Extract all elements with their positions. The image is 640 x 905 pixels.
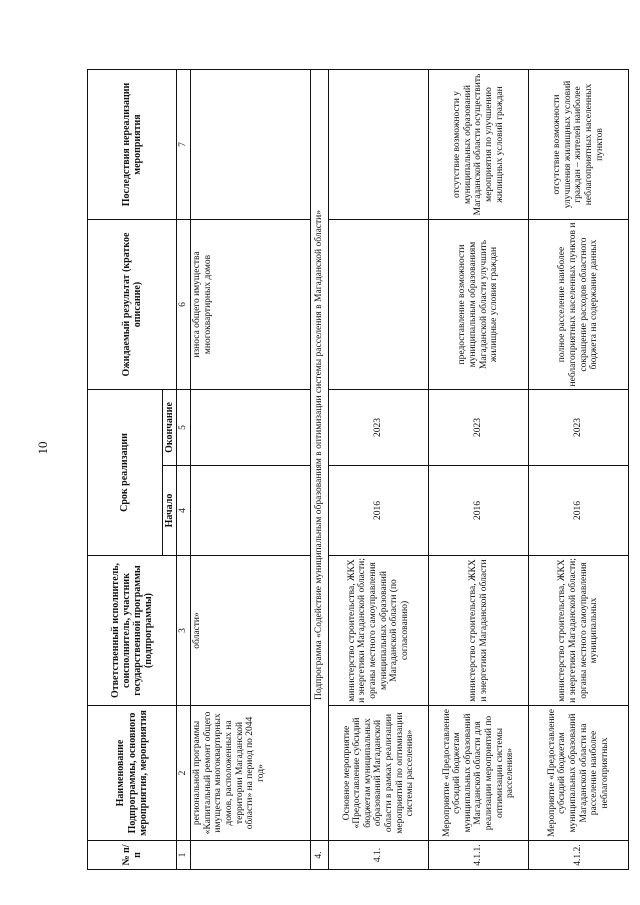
subprogram-row bbox=[311, 70, 329, 870]
subprogram-title: Подпрограмма «Содействие муниципальным образованиям в оптимизации системы расселения в Магаданской области» bbox=[311, 70, 329, 841]
table-row bbox=[429, 70, 529, 870]
cell-num bbox=[191, 841, 311, 870]
cell-result: предоставление возможности муниципальным образованиям Магаданской области улучшить жилищные условия граждан bbox=[429, 220, 529, 390]
column-number: 4 bbox=[177, 466, 191, 556]
column-number: 3 bbox=[177, 556, 191, 706]
cell-end: 2023 bbox=[429, 390, 529, 466]
column-number: 2 bbox=[177, 706, 191, 841]
header-result: Ожидаемый результат (краткое описание) bbox=[88, 220, 177, 390]
cell-name: Основное мероприятие «Предоставление субсидий бюджетам муниципальных образований Магаданской области в рамках реализации мероприятий по оптимизации системы расселения» bbox=[329, 706, 429, 841]
cell-result bbox=[329, 220, 429, 390]
header-end: Окончание bbox=[163, 390, 177, 466]
cell-consequences: отсутствие возможности улучшения жилищных условий граждан – жителей наиболее неблагоприятных населенных пунктов bbox=[529, 70, 629, 220]
cell-end: 2023 bbox=[329, 390, 429, 466]
cell-end bbox=[191, 390, 311, 466]
cell-consequences bbox=[329, 70, 429, 220]
cell-num: 4.1.1. bbox=[429, 841, 529, 870]
cell-end: 2023 bbox=[529, 390, 629, 466]
cell-result: износа общего имущества многоквартирных домов bbox=[191, 220, 311, 390]
cell-start: 2016 bbox=[429, 466, 529, 556]
column-number: 7 bbox=[177, 70, 191, 220]
rotated-table-container bbox=[87, 70, 610, 870]
page-number: 10 bbox=[35, 441, 50, 455]
table-row bbox=[529, 70, 629, 870]
header-period: Срок реализации bbox=[88, 390, 163, 556]
cell-start bbox=[191, 466, 311, 556]
cell-responsible: министерство строительства, ЖКХ и энергетики Магаданской области; органы местного самоуправления муниципальных образований Магаданской области (по согласованию) bbox=[329, 556, 429, 706]
cell-responsible: министерство строительства, ЖКХ и энергетики Магаданской области; органы местного самоуправления муниципальных bbox=[529, 556, 629, 706]
header-consequences: Последствия нереализации мероприятия bbox=[88, 70, 177, 220]
header-start: Начало bbox=[163, 466, 177, 556]
column-number: 6 bbox=[177, 220, 191, 390]
column-number: 5 bbox=[177, 390, 191, 466]
cell-responsible: министерство строительства, ЖКХ и энергетики Магаданской области bbox=[429, 556, 529, 706]
cell-start: 2016 bbox=[329, 466, 429, 556]
cell-result: полное расселение наиболее неблагоприятных населенных пунктов и сокращение расходов областного бюджета на содержание данных bbox=[529, 220, 629, 390]
cell-num: 4. bbox=[311, 841, 329, 870]
cell-start: 2016 bbox=[529, 466, 629, 556]
measures-table bbox=[87, 69, 629, 870]
cell-num: 4.1. bbox=[329, 841, 429, 870]
cell-name: региональной программы «Капитальный ремонт общего имущества многоквартирных домов, расположенных на территории Магаданской области» на период по 2044 год» bbox=[191, 706, 311, 841]
header-responsible: Ответственный исполнитель, соисполнитель, участник государственной программы (подпрограммы) bbox=[88, 556, 177, 706]
table-row bbox=[191, 70, 311, 870]
cell-name: Мероприятие «Предоставление субсидий бюджетам муниципальных образований Магаданской области на расселение наиболее неблагоприятных bbox=[529, 706, 629, 841]
cell-consequences bbox=[191, 70, 311, 220]
cell-responsible: области» bbox=[191, 556, 311, 706]
cell-num: 4.1.2. bbox=[529, 841, 629, 870]
column-numbers-row bbox=[177, 70, 191, 870]
header-name: Наименование Подпрограммы, основного мероприятия, мероприятия bbox=[88, 706, 177, 841]
header-num: № п/п bbox=[88, 841, 177, 870]
cell-name: Мероприятие «Предоставление субсидий бюджетам муниципальных образований Магаданской области для реализации мероприятий по оптимизации системы расселения» bbox=[429, 706, 529, 841]
cell-consequences: отсутствие возможности у муниципальных образований Магаданской области осуществить мероприятия по улучшению жилищных условий граждан bbox=[429, 70, 529, 220]
table-row bbox=[329, 70, 429, 870]
column-number: 1 bbox=[177, 841, 191, 870]
